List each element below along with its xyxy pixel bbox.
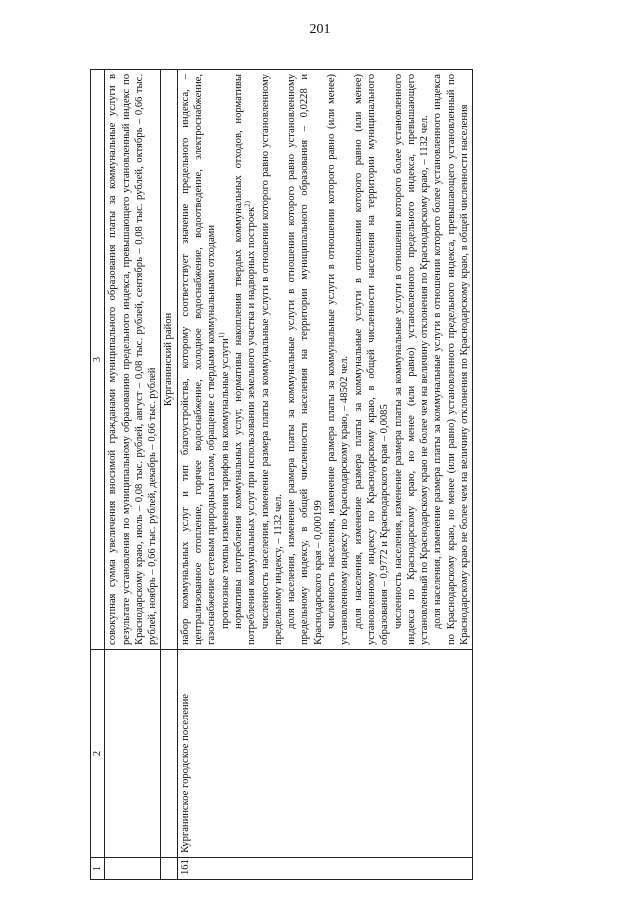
- paragraph-population-less: численность населения, изменение размера платы за коммунальные услуги в отношении которого равно (или менее) установленному индексу по Краснодарскому краю, – 48502 чел.: [326, 74, 351, 645]
- header-row: [91, 70, 105, 880]
- header-col-1: 1: [91, 858, 105, 880]
- continuation-row: [105, 70, 161, 880]
- header-col-2: 2: [91, 650, 105, 858]
- municipality-name: Курганинское городское поселение: [177, 650, 473, 858]
- data-table: [90, 69, 473, 880]
- paragraph-tariff-forecast: прогнозные темпы изменения тарифов на коммунальные услуги$^{1)}$: [217, 332, 231, 629]
- continuation-text: совокупная сумма увеличения вносимой гражданами муниципального образования платы за коммунальные услуги в результате установления по муниципальному образованию предельного индекса, превышающего установленный индекс по Краснодарскому краю, июль – 0,08 тыс. рублей, август – 0,08 тыс. рублей, сентябрь – 0,08 тыс. рублей, октябрь – 0,66 тыс. рублей, ноябрь – 0,66 тыс. рублей, декабрь – 0,66 тыс. рублей: [105, 70, 161, 650]
- paragraph-consumption-norms: нормативы потребления коммунальных услуг, нормативы накопления твердых коммунальных отходов, нормативы потребления коммунальных услуг при использовании земельного участка и надворных построек$^{2)}$: [232, 74, 258, 645]
- rotated-table: [90, 70, 560, 880]
- paragraph-population-equal: численность населения, изменение размера платы за коммунальные услуги в отношении которого равно установленному предельному индексу, – 1132 чел.: [259, 74, 284, 645]
- paragraph-population-more: численность населения, изменение размера платы за коммунальные услуги в отношении которого более установленного индекса по Краснодарскому краю, но менее (или равно) установленного предельного индекса, превышающего установленный по Краснодарскому краю не более чем на величину отклонения по Краснодарскому краю, – 1132 чел.: [392, 74, 431, 645]
- paragraph-share-less: доля населения, изменение размера платы за коммунальные услуги в отношении которого равно (или менее) установленному индексу по Краснодарскому краю, в общей численности населения на территории муниципального образования – 0,9772 и Краснодарского края – 0,0085: [352, 74, 391, 645]
- paragraph-share-equal: доля населения, изменение размера платы за коммунальные услуги в отношении которого равно установленному предельному индексу, в общей численности населения на территории муниципального образования – 0,0228 и Краснодарского края – 0,000199: [286, 74, 324, 645]
- table-row: [177, 70, 473, 880]
- paragraph-service-set: набор коммунальных услуг и тип благоустройства, которому соответствует значение предельного индекса, – централизованное отопление, горячее водоснабжение, холодное водоснабжение, водоотведение, электроснабжение, газоснабжение сетевым природным газом, обращение с твердыми коммунальными отходами: [179, 74, 218, 645]
- row-number: 161: [177, 858, 473, 880]
- header-col-3: 3: [91, 70, 105, 650]
- paragraph-share-more: доля населения, изменение размера платы за коммунальные услуги в отношении которого более установленного индекса по Краснодарскому краю, но менее (или равно) установленного предельного индекса, превышающего установленный по Краснодарскому краю не более чем на величину отклонения по Краснодарскому краю, в общей численности населения: [432, 74, 471, 645]
- district-heading: Курганинский район: [161, 70, 177, 650]
- page-number: 201: [309, 22, 331, 37]
- district-row: [161, 70, 177, 880]
- row-description: [177, 70, 473, 650]
